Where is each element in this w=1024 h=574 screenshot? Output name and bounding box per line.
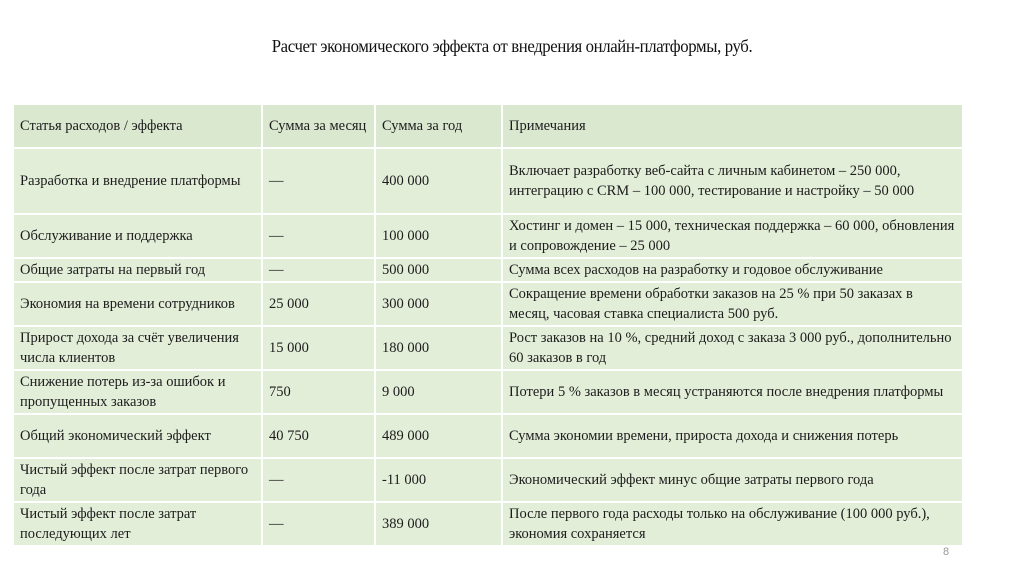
cell-note: Сумма всех расходов на разработку и годовое обслуживание: [502, 258, 963, 282]
cell-year: 300 000: [375, 282, 502, 326]
table-row: [13, 326, 963, 370]
cell-item: Чистый эффект после затрат последующих лет: [13, 502, 262, 546]
table-row: [13, 370, 963, 414]
economic-effect-table: [12, 103, 964, 547]
cell-item: Разработка и внедрение платформы: [13, 148, 262, 214]
cell-note: После первого года расходы только на обслуживание (100 000 руб.), экономия сохраняется: [502, 502, 963, 546]
header-year: Сумма за год: [375, 104, 502, 148]
cell-month: —: [262, 258, 375, 282]
slide-title: Расчет экономического эффекта от внедрения онлайн-платформы, руб.: [271, 36, 753, 56]
cell-month: 750: [262, 370, 375, 414]
cell-note: Сумма экономии времени, прироста дохода и снижения потерь: [502, 414, 963, 458]
cell-item: Чистый эффект после затрат первого года: [13, 458, 262, 502]
header-note: Примечания: [502, 104, 963, 148]
table-row: [13, 282, 963, 326]
cell-item: Общий экономический эффект: [13, 414, 262, 458]
cell-month: —: [262, 214, 375, 258]
table-row: [13, 502, 963, 546]
cell-month: —: [262, 458, 375, 502]
cell-month: 25 000: [262, 282, 375, 326]
header-item: Статья расходов / эффекта: [13, 104, 262, 148]
cell-month: —: [262, 148, 375, 214]
cell-item: Общие затраты на первый год: [13, 258, 262, 282]
cell-year: 9 000: [375, 370, 502, 414]
cell-month: 15 000: [262, 326, 375, 370]
table-row: [13, 148, 963, 214]
table-row: [13, 258, 963, 282]
page-number: 8: [942, 546, 950, 558]
cell-year: 489 000: [375, 414, 502, 458]
cell-note: Включает разработку веб-сайта с личным кабинетом – 250 000, интеграцию с CRM – 100 000, тестирование и настройку – 50 000: [502, 148, 963, 214]
cell-year: 180 000: [375, 326, 502, 370]
header-month: Сумма за месяц: [262, 104, 375, 148]
cell-year: 389 000: [375, 502, 502, 546]
cell-note: Экономический эффект минус общие затраты первого года: [502, 458, 963, 502]
cell-month: —: [262, 502, 375, 546]
cell-note: Потери 5 % заказов в месяц устраняются после внедрения платформы: [502, 370, 963, 414]
cell-year: 400 000: [375, 148, 502, 214]
cell-year: -11 000: [375, 458, 502, 502]
cell-year: 500 000: [375, 258, 502, 282]
table-row: [13, 214, 963, 258]
cell-item: Снижение потерь из-за ошибок и пропущенных заказов: [13, 370, 262, 414]
cell-note: Сокращение времени обработки заказов на 25 % при 50 заказах в месяц, часовая ставка специалиста 500 руб.: [502, 282, 963, 326]
cell-month: 40 750: [262, 414, 375, 458]
cell-item: Обслуживание и поддержка: [13, 214, 262, 258]
cell-note: Рост заказов на 10 %, средний доход с заказа 3 000 руб., дополнительно 60 заказов в год: [502, 326, 963, 370]
table-row: [13, 414, 963, 458]
cell-note: Хостинг и домен – 15 000, техническая поддержка – 60 000, обновления и сопровождение – 25 000: [502, 214, 963, 258]
table-row: [13, 458, 963, 502]
cell-year: 100 000: [375, 214, 502, 258]
cell-item: Прирост дохода за счёт увеличения числа клиентов: [13, 326, 262, 370]
cell-item: Экономия на времени сотрудников: [13, 282, 262, 326]
table-header-row: [13, 104, 963, 148]
